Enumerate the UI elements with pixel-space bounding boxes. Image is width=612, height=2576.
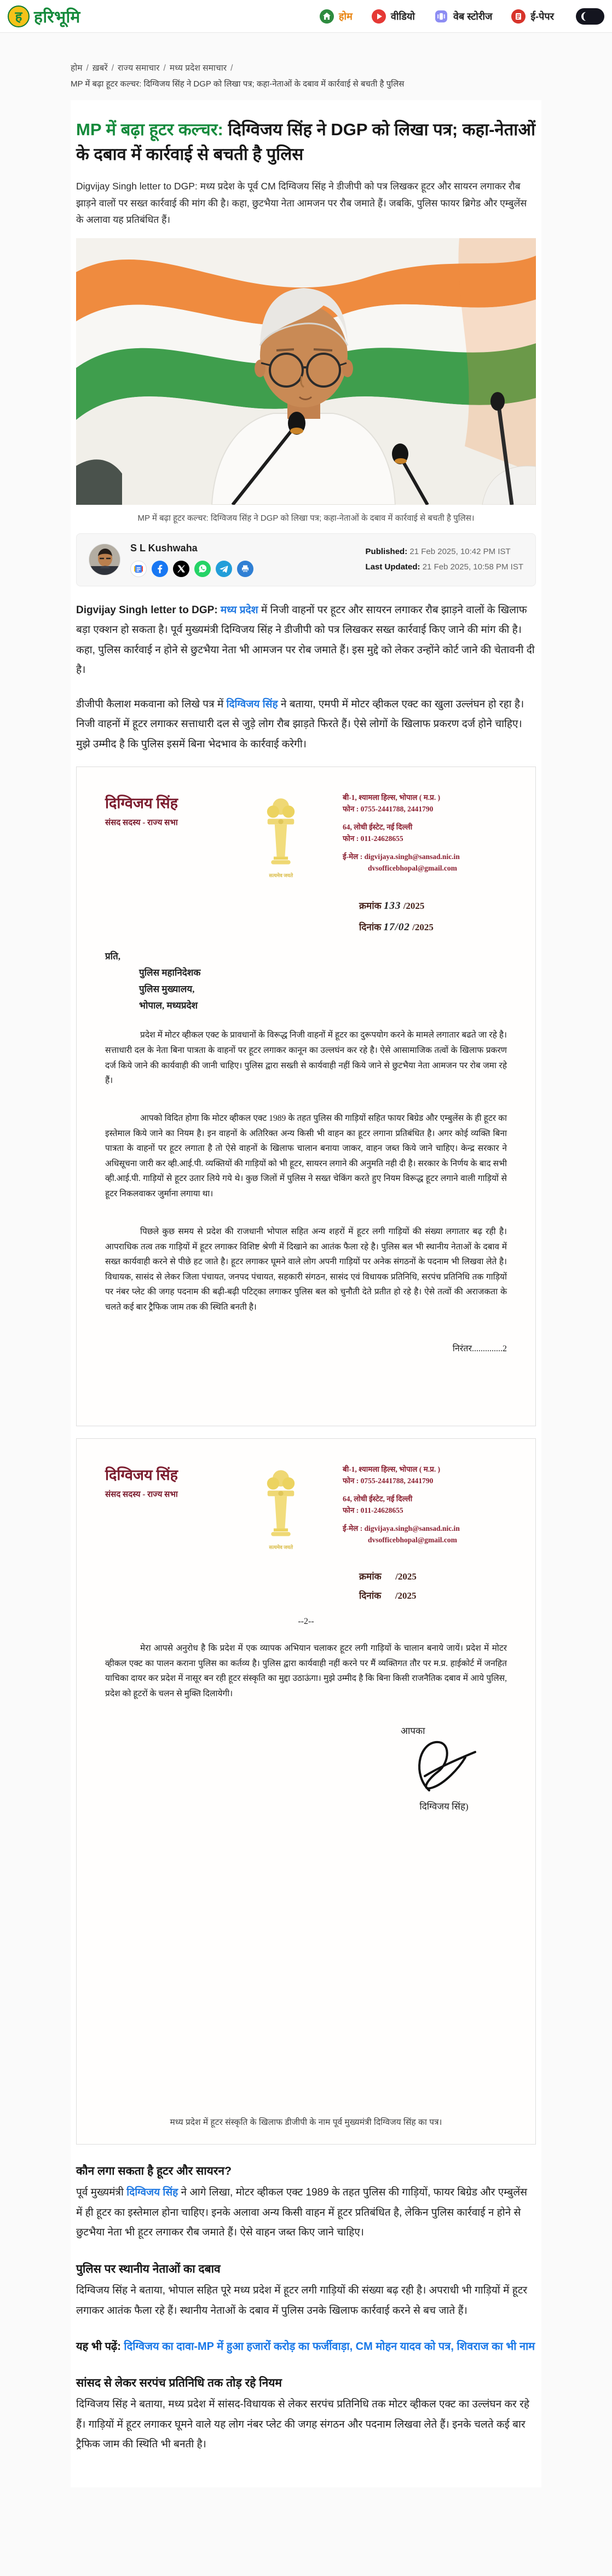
breadcrumb-state-news[interactable]: राज्य समाचार <box>118 64 160 73</box>
ashoka-emblem-icon <box>253 792 308 879</box>
nav-label: होम <box>338 10 353 22</box>
letterhead-name-block <box>105 792 236 828</box>
text-segment: ने बताया, एमपी में मोटर व्हीकल एक्ट का खुला उल्लंघन हो रहा है। निजी वाहनों में हूटर लगाकर सत्ताधारी दल से जुड़े लोग रौब झाड़ते फिरते हैं। ऐसे लोगों के खिलाफ प्रकरण दर्ज होने चाहिए। मुझे उम्मीद है कि पुलिस इसमें बिना भेदभाव के कार्रवाई करेगी। <box>76 698 524 750</box>
publish-meta <box>366 544 523 575</box>
letterhead-designation: संसद सदस्य - राज्य सभा <box>105 1490 178 1500</box>
kramank-handwritten: 133 <box>383 900 401 912</box>
letter-signer-name: दिग्विजय सिंह) <box>419 1801 469 1812</box>
letterhead-address1: बी-1, श्यामला हिल्स, भोपाल ( म.प्र. ) <box>342 1465 441 1474</box>
section-heading: कौन लगा सकता है हूटर और सायरन? <box>76 2165 232 2178</box>
emblem-motto: सत्यमेव जयते <box>269 1545 293 1551</box>
kramank-year: /2025 <box>395 1571 417 1582</box>
logo-mark-icon: ह <box>8 5 30 27</box>
updated-line <box>366 560 523 575</box>
nav-item-video[interactable] <box>371 9 415 24</box>
nav-label: वीडियो <box>390 10 415 22</box>
share-icons-row <box>130 561 253 577</box>
letterhead-address2: 64, लोधी ईस्टेट, नई दिल्ली <box>342 1494 413 1503</box>
nav-item-home[interactable] <box>319 9 353 24</box>
to-line: पुलिस महानिदेशक <box>139 967 201 978</box>
read-also-label: यह भी पढ़ें: <box>76 2341 124 2353</box>
dinank-year: /2025 <box>395 1590 417 1601</box>
web-stories-icon <box>434 9 449 24</box>
signature-icon <box>408 1737 480 1797</box>
text-segment: डीजीपी कैलाश मकवाना को लिखे पत्र में <box>76 698 227 710</box>
google-news-icon[interactable] <box>130 561 147 577</box>
article-card <box>71 100 541 2487</box>
ashoka-emblem-icon <box>253 1464 308 1551</box>
letter-figure-caption: मध्य प्रदेश में हूटर संस्कृति के खिलाफ डीजीपी के नाम पूर्व मुख्यमंत्री दिग्विजय सिंह का पत्र। <box>170 2118 442 2128</box>
text-segment: Digvijay Singh letter to DGP: <box>76 604 221 616</box>
facebook-icon[interactable] <box>152 561 168 577</box>
letterhead-name: दिग्विजय सिंह <box>105 795 178 812</box>
letterhead-contact-block <box>343 792 507 881</box>
author-avatar[interactable] <box>89 544 120 575</box>
letterhead-phone2: फोन : 011-24628655 <box>342 1506 403 1514</box>
inline-link[interactable]: दिग्विजय सिंह <box>126 2187 178 2199</box>
letter-ref-number-block <box>359 1567 507 1606</box>
kramank-label: क्रमांक <box>359 1571 382 1582</box>
breadcrumb-mp-news[interactable]: मध्य प्रदेश समाचार <box>169 64 227 73</box>
main-nav <box>319 8 604 25</box>
letter-image-page-2[interactable] <box>76 1438 536 2145</box>
published-line <box>366 544 523 560</box>
letter-paragraph: आपको विदित होगा कि मोटर व्हीकल एक्ट 1989 के तहत पुलिस की गाड़ियों सहित फायर बिग्रेड और एम्बुलेंस के ही हूटर का इस्तेमाल किये जाने का नियम है। इन वाहनों के अतिरिक्त अन्य किसी भी वाहन का हूटर लगाना प्रतिबंधित है। अगर कोई व्यक्ति बिना पात्रता के वाहनों पर हूटर लगाता है तो ऐसे वाहनों के खिलाफ चालान बनाया जाकर, वाहन जब्त किये जाने चाहिए। केन्द्र सरकार ने अधिसूचना जारी कर व्ही.आई.पी. व्यक्तियों की गाड़ियों को भी हूटर, सायरन लगाने की अनुमति नही दी है। सरकार के निर्णय के बाद सभी व्ही.आई.पी. गाड़ियों से हूटर उतार लिये गये थे। कुछ जिलों में पुलिस ने सख्त चेकिंग करते हुए नियम विरूद्ध हूटर लगाने वाली गाड़ियों से हूटर निकलवाकर जुर्माना लगाया था। <box>105 1114 507 1199</box>
dinank-label: दिनांक <box>359 1590 382 1601</box>
haribhoomi-logo[interactable] <box>8 5 80 27</box>
letterhead-phone2: फोन : 011-24628655 <box>342 834 403 843</box>
letterhead-email2: dvsofficebhopal@gmail.com <box>367 1535 457 1544</box>
letter-page-number: --2-- <box>298 1616 314 1626</box>
letter-signature-block <box>381 1724 507 1812</box>
letterhead-name-block <box>105 1464 236 1500</box>
text-segment: में निजी वाहनों पर हूटर और सायरन लगाकर रौब झाड़ने वालों के खिलाफ बड़ा एक्शन हो सकता है। पूर्व मुख्यमंत्री दिग्विजय सिंह ने डीजीपी को पत्र लिखकर सख्त कार्रवाई किए जाने की मांग की है। कहा, पुलिस कार्रवाई न होने से छुटभैया नेता भी आमजन पर रोब जमाते हैं। इस मुद्दे को लेकर उन्होंने कोर्ट जाने की चेतावनी दी है। <box>76 604 535 676</box>
letter-paragraph: प्रदेश में मोटर व्हीकल एक्ट के प्रावधानों के विरूद्ध निजी वाहनों में हूटर का दुरूपयोग करने के मामले लगातार बढते जा रहे है। सत्ताधारी दल के नेता बिना पात्रता के वाहनों पर हूटर लगाकर कानून का उल्लघंन कर रहे है। ऐसे आसामाजिक तत्वों के खिलाफ प्रकरण दर्ज किये जाने की कार्यवाही की जानी चाहिए। पुलिस द्वारा सख्ती से कार्यवाही नहीं किये जाने से छुटभैया नेता आमजन पर रोब जमा रहे हैं। <box>105 1030 507 1086</box>
letterhead-contact-block <box>343 1464 507 1553</box>
read-also-link[interactable]: दिग्विजय का दावा-MP में हुआ हजारों करोड़ का फर्जीवाड़ा, CM मोहन यादव को पत्र, शिवराज का भी नाम <box>124 2341 535 2353</box>
author-card <box>76 533 536 586</box>
published-value: 21 Feb 2025, 10:42 PM IST <box>409 546 511 556</box>
updated-value: 21 Feb 2025, 10:58 PM IST <box>422 562 523 572</box>
dinank-handwritten: 17/02 <box>383 921 410 933</box>
to-label: प्रति, <box>105 951 121 962</box>
whatsapp-icon[interactable] <box>194 561 211 577</box>
telegram-icon[interactable] <box>216 561 232 577</box>
letterhead-designation: संसद सदस्य - राज्य सभा <box>105 819 178 828</box>
hero-image <box>76 238 536 505</box>
hero-image-caption: MP में बढ़ा हूटर कल्चर: दिग्विजय सिंह ने DGP को लिखा पत्र; कहा-नेताओं के दबाव में कार्रवाई से बचती है पुलिस। <box>137 513 475 523</box>
section-paragraph: दिग्विजय सिंह ने बताया, मध्य प्रदेश में सांसद-विधायक से लेकर सरपंच प्रतिनिधि तक मोटर व्हीकल एक्ट का उल्लंघन कर रहे हैं। गाड़ियों में हूटर लगाकर घूमने वाले यह लोग नंबर प्लेट की जगह संगठन और पदनाम लिखवा लेते हैं। इनके चलते कई बार ट्रैफिक जाम की स्थिति भी बनती है। <box>76 2399 529 2451</box>
dark-mode-toggle[interactable] <box>576 8 604 25</box>
article-intro-paragraph <box>76 601 536 681</box>
letterhead-email2: dvsofficebhopal@gmail.com <box>367 863 457 872</box>
section-paragraph <box>76 2183 536 2243</box>
to-line: भोपाल, मध्यप्रदेश <box>139 1000 198 1011</box>
press-conference-photo <box>76 238 536 505</box>
letterhead-name: दिग्विजय सिंह <box>105 1467 178 1484</box>
letter-ref-number-block <box>359 895 507 939</box>
title-rest: दिग्विजय सिंह ने DGP को लिखा पत्र; कहा-नेताओं के दबाव में कार्रवाई से बचती है पुलिस <box>76 120 536 164</box>
author-name[interactable]: S L Kushwaha <box>130 542 198 554</box>
top-navigation-bar <box>0 0 612 33</box>
section-heading: पुलिस पर स्थानीय नेताओं का दबाव <box>76 2263 221 2276</box>
dinank-label: दिनांक <box>359 922 382 933</box>
breadcrumb-news[interactable]: ख़बरें <box>92 64 108 73</box>
letter-paragraph: पिछले कुछ समय से प्रदेश की राजधानी भोपाल सहित अन्य शहरों में हूटर लगी गाड़ियों की संख्या लगातार बढ़ रही है। आपराधिक तत्व तक गाड़ियों में हूटर लगाकर विशिष्ट श्रेणी में दिखाने का आतंक फैला रहे है। पुलिस बल भी स्थानीय नेताओं के दबाव में सख्त कार्यवाही करने से पीछे हट जाते है। हूटर लगाकर घूमने वाले लोग अपनी गाड़ियों पर अनेक संगठनों के पदनाम भी लिखवा लेते है। विधायक, सासंद से लेकर जिला पंचायत, जनपद पंचायत, सहकारी संगठन, सासंद एवं विधायक प्रतिनिधि, सरपंच प्रतिनिधि तक गाड़ियों पर नंबर प्लेट की जगह पदनाम की बढ़ी-बढ़ी पटिट्का लगाकर पुलिस बल को चुनौती देते प्रतीत हो रहे है। ऐसे तत्वों की अराजकता के चलते कई बार ट्रैफिक जाम तक की स्थिति बनती है। <box>105 1227 507 1312</box>
breadcrumb-separator: / <box>163 64 166 73</box>
published-label: Published: <box>365 546 408 556</box>
letter-continuation-note: निरंतर..............2 <box>452 1344 507 1354</box>
page-title <box>76 118 536 167</box>
kramank-label: क्रमांक <box>359 900 382 911</box>
home-icon <box>319 9 334 24</box>
to-line: पुलिस मुख्यालय, <box>139 983 195 994</box>
breadcrumb-current-page: MP में बढ़ा हूटर कल्चर: दिग्विजय सिंह ने DGP को लिखा पत्र; कहा-नेताओं के दबाव में कार्रवाई से बचती है पुलिस <box>71 79 405 89</box>
article-summary: Digvijay Singh letter to DGP: मध्य प्रदेश के पूर्व CM दिग्विजय सिंह ने डीजीपी को पत्र लिखकर हूटर और सायरन लगाकर रौब झाड़ने वालों पर सख्त कार्रवाई की मांग की है। कहा, छुटभैया नेता आमजन पर रौब जमाते हैं। जबकि, पुलिस फायर ब्रिगेड और एम्बुलेंस के अलावा यह प्रतिबंधित हैं। <box>76 180 527 226</box>
inline-link[interactable]: दिग्विजय सिंह <box>226 698 278 710</box>
letter-image-page-1[interactable] <box>76 767 536 1426</box>
title-highlight: MP में बढ़ा हूटर कल्चर: <box>76 120 223 139</box>
x-twitter-icon[interactable] <box>173 561 189 577</box>
avatar-image <box>89 544 120 575</box>
breadcrumb-home[interactable]: होम <box>71 64 83 73</box>
dinank-year: /2025 <box>412 922 434 933</box>
letterhead-address2: 64, लोधी ईस्टेट, नई दिल्ली <box>342 822 413 831</box>
read-also-block <box>76 2337 536 2356</box>
breadcrumb-separator: / <box>111 64 114 73</box>
letterhead-email1: ई-मेल : digvijaya.singh@sansad.nic.in <box>342 1524 460 1532</box>
inline-link[interactable]: मध्य प्रदेश <box>220 604 258 616</box>
epaper-icon <box>511 9 526 24</box>
nav-label: ई-पेपर <box>530 10 554 22</box>
letterhead-email1: ई-मेल : digvijaya.singh@sansad.nic.in <box>342 852 460 861</box>
updated-label: Last Updated: <box>365 562 420 572</box>
text-segment: पूर्व मुख्यमंत्री <box>76 2187 127 2199</box>
letter-closing: आपका <box>401 1725 425 1736</box>
article-paragraph <box>76 695 536 754</box>
breadcrumb-separator: / <box>86 64 89 73</box>
section-paragraph: दिग्विजय सिंह ने बताया, भोपाल सहित पूरे मध्य प्रदेश में हूटर लगी गाड़ियों की संख्या बढ़ रही है। अपराधी भी गाड़ियों में हूटर लगाकर आतंक फैला रहे हैं। स्थानीय नेताओं के दबाव में पुलिस उनके खिलाफ कार्रवाई करने से बच जाते हैं। <box>76 2285 528 2316</box>
letterhead-phone1: फोन : 0755-2441788, 2441790 <box>342 804 434 813</box>
letterhead <box>105 1464 507 1553</box>
kramank-year: /2025 <box>403 900 425 911</box>
text-segment: ने आगे लिखा, मोटर व्हीकल एक्ट 1989 के तहत पुलिस की गाड़ियों, फायर बिग्रेड और एम्बुलेंस में ही हूटर का इस्तेमाल होना चाहिए। इनके अलावा अन्य किसी वाहन में हूटर प्रतिबंधित है, लेकिन पुलिस कार्रवाई न होने से छुटभैया नेता भी हूटर लगाकर रौब जमाते हैं। ऐसे वाहन जब्त किए जाने चाहिए। <box>76 2187 527 2238</box>
breadcrumb-separator: / <box>230 64 233 73</box>
video-icon <box>371 9 386 24</box>
letterhead-address1: बी-1, श्यामला हिल्स, भोपाल ( म.प्र. ) <box>342 793 441 802</box>
section-heading: सांसद से लेकर सरपंच प्रतिनिधि तक तोड़ रहे नियम <box>76 2377 282 2390</box>
moon-icon <box>579 11 590 22</box>
letterhead <box>105 792 507 881</box>
nav-item-web-stories[interactable] <box>434 9 492 24</box>
nav-label: वेब स्टोरीज <box>453 10 493 22</box>
logo-wordmark: हरिभूमि <box>34 8 80 26</box>
emblem-motto: सत्यमेव जयते <box>269 873 293 879</box>
print-icon[interactable] <box>237 561 253 577</box>
letter-addressee <box>105 948 507 1013</box>
letter-paragraph: मेरा आपसे अनुरोध है कि प्रदेश में एक व्यापक अभियान चलाकर हूटर लगी गाड़ियों के चालान बनाये जायें। प्रदेश में मोटर व्हीकल एक्ट का पालन कराना पुलिस का कर्तव्य है। पुलिस द्वारा कार्यवाही नहीं करने पर मैं व्यक्तिगत तौर पर म.प्र. हाईकोर्ट में जनहित याचिका दायर कर प्रदेश में नासूर बन रही हूटर संस्कृति का मुद्दा उठाऊंगा। मुझे उम्मीद है कि बिना किसी राजनैतिक दबाव में आये पुलिस, प्रदेश को हूटरों के चलन से मुक्ति दिलायेगी। <box>105 1643 507 1698</box>
breadcrumb <box>71 61 541 73</box>
letterhead-phone1: फोन : 0755-2441788, 2441790 <box>342 1476 434 1485</box>
nav-item-epaper[interactable] <box>511 9 554 24</box>
